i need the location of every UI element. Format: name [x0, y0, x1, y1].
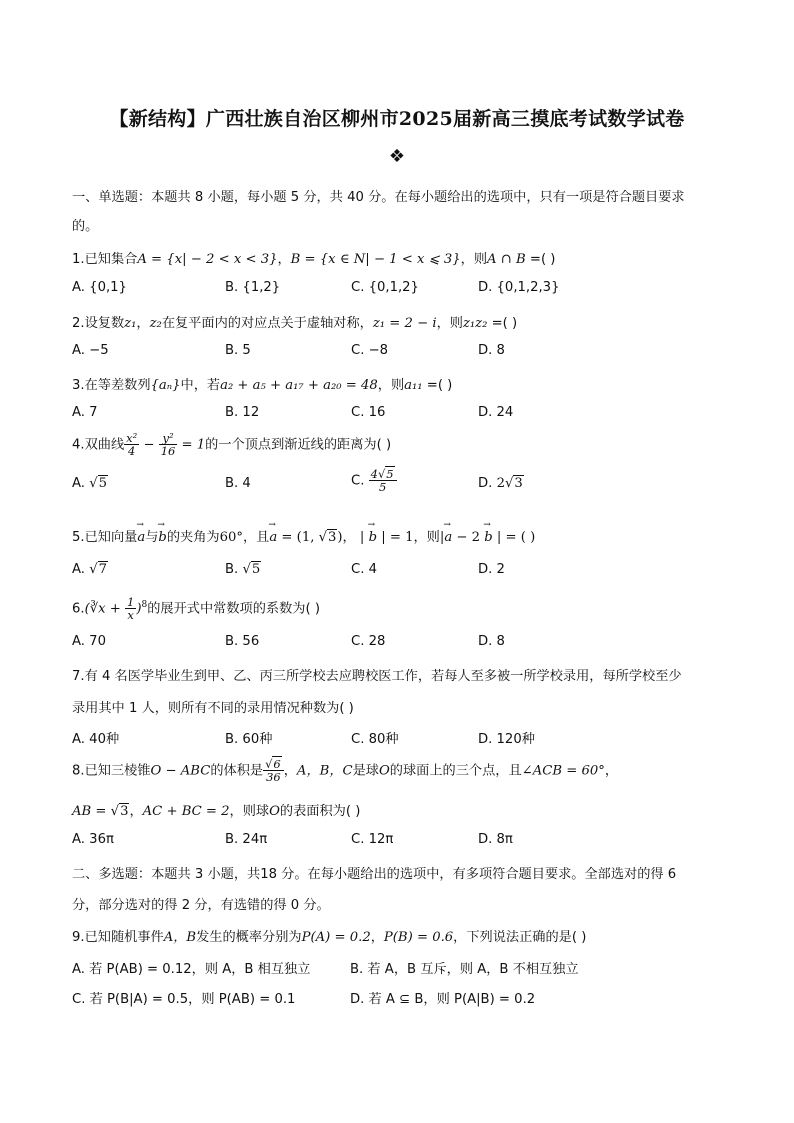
option-b: B. 若 A，B 互斥，则 A，B 不相互独立 — [350, 962, 579, 977]
question-3-stem: 3.在等差数列{aₙ}中，若a₂ + a₅ + a₁₇ + a₂₀ = 48，则a₁₁ =( ) — [72, 378, 453, 393]
option-c: C. {0,1,2} — [351, 280, 419, 295]
option-d: D. 2 — [478, 562, 505, 577]
section1-header-line2: 的。 — [72, 219, 99, 234]
option-d: D. 若 A ⊆ B，则 P(A|B) = 0.2 — [350, 992, 536, 1007]
question-2-stem: 2.设复数z₁，z₂在复平面内的对应点关于虚轴对称，z₁ = 2 − i，则z₁z₂ =( ) — [72, 316, 518, 331]
question-5-stem: 5.已知向量→ a与→ b的夹角为60°，且→ a = (1, √3)， | → b | = 1，则|→ a − 2 → b | = ( ) — [72, 526, 732, 545]
option-c: C. 28 — [351, 634, 386, 649]
option-c: C. −8 — [351, 343, 389, 358]
exam-title: 【新结构】广西壮族自治区柳州市2025届新高三摸底考试数学试卷 — [109, 108, 685, 130]
option-c: C. 16 — [351, 405, 386, 420]
question-7-stem-line2: 录用其中 1 人，则所有不同的录用情况种数为( ) — [72, 701, 354, 716]
option-a: A. 36π — [72, 832, 114, 847]
option-a: A. {0,1} — [72, 280, 127, 295]
option-b: B. 56 — [225, 634, 260, 649]
fraction: $\frac{\text{x²}}{4}$ — [126, 431, 138, 459]
question-1-stem: 1.已知集合A = {x| − 2 < x < 3}，B = {x ∈ N| − 1 < x ⩽ 3}，则A ∩ B =( ) — [72, 252, 556, 267]
question-8-stem-line1: 8.已知三棱锥O − ABC的体积是 $\frac{√6}{36}$ ，A，B，C是球O的球面上的三个点，且∠ACB = 60°， — [72, 757, 619, 785]
option-c: C. 若 P(B|A) = 0.5，则 P(AB) = 0.1 — [72, 992, 296, 1007]
option-c: C. 4 — [351, 562, 377, 577]
option-d: D. 2√3 — [478, 476, 523, 491]
option-b: B. √5 — [225, 562, 261, 577]
diamond-ornament-icon: ❖ — [388, 146, 406, 167]
option-b: B. 12 — [225, 405, 260, 420]
option-d: D. {0,1,2,3} — [478, 280, 560, 295]
question-9-stem: 9.已知随机事件A，B发生的概率分别为P(A) = 0.2，P(B) = 0.6，下列说法正确的是( ) — [72, 930, 587, 945]
option-a: A. √7 — [72, 562, 107, 577]
option-b: B. 60种 — [225, 732, 273, 747]
option-b: B. 4 — [225, 476, 251, 491]
option-b: B. 24π — [225, 832, 268, 847]
option-a: A. 若 P(AB) = 0.12，则 A，B 相互独立 — [72, 962, 311, 977]
option-c: C. $\frac{4√5}{5}$ — [351, 468, 397, 493]
section2-header-line1: 二、多选题：本题共 3 小题，共18 分。在每小题给出的选项中，有多项符合题目要求。全部选对的得 6 — [72, 867, 677, 882]
section2-header-line2: 分，部分选对的得 2 分，有选错的得 0 分。 — [72, 898, 330, 913]
question-8-stem-line2: AB = √3，AC + BC = 2，则球O的表面积为( ) — [72, 804, 361, 819]
option-a: A. √5 — [72, 476, 107, 491]
option-a: A. 70 — [72, 634, 106, 649]
option-a: A. −5 — [72, 343, 109, 358]
question-6-stem: 6.(∛x + $\frac{1}{x}$ )$^8$的展开式中常数项的系数为( ) — [72, 595, 320, 623]
option-d: D. 120种 — [478, 732, 535, 747]
question-7-stem-line1: 7.有 4 名医学毕业生到甲、乙、丙三所学校去应聘校医工作，若每人至多被一所学校录用，每所学校至少 — [72, 669, 682, 684]
fraction: $\frac{\text{y²}}{16}$ — [160, 431, 176, 459]
option-d: D. 8 — [478, 343, 505, 358]
option-d: D. 8 — [478, 634, 505, 649]
section1-header-line1: 一、单选题：本题共 8 小题，每小题 5 分，共 40 分。在每小题给出的选项中，只有一项是符合题目要求 — [72, 190, 685, 205]
question-4-stem: 4.双曲线 $\frac{\text{x²}}{4}$ − $\frac{\text{y²}}{16}$ = 1的一个顶点到渐近线的距离为( ) — [72, 431, 392, 459]
option-a: A. 40种 — [72, 732, 120, 747]
option-b: B. 5 — [225, 343, 251, 358]
option-a: A. 7 — [72, 405, 98, 420]
option-d: D. 8π — [478, 832, 513, 847]
option-c: C. 12π — [351, 832, 394, 847]
option-d: D. 24 — [478, 405, 514, 420]
option-c: C. 80种 — [351, 732, 399, 747]
option-b: B. {1,2} — [225, 280, 281, 295]
